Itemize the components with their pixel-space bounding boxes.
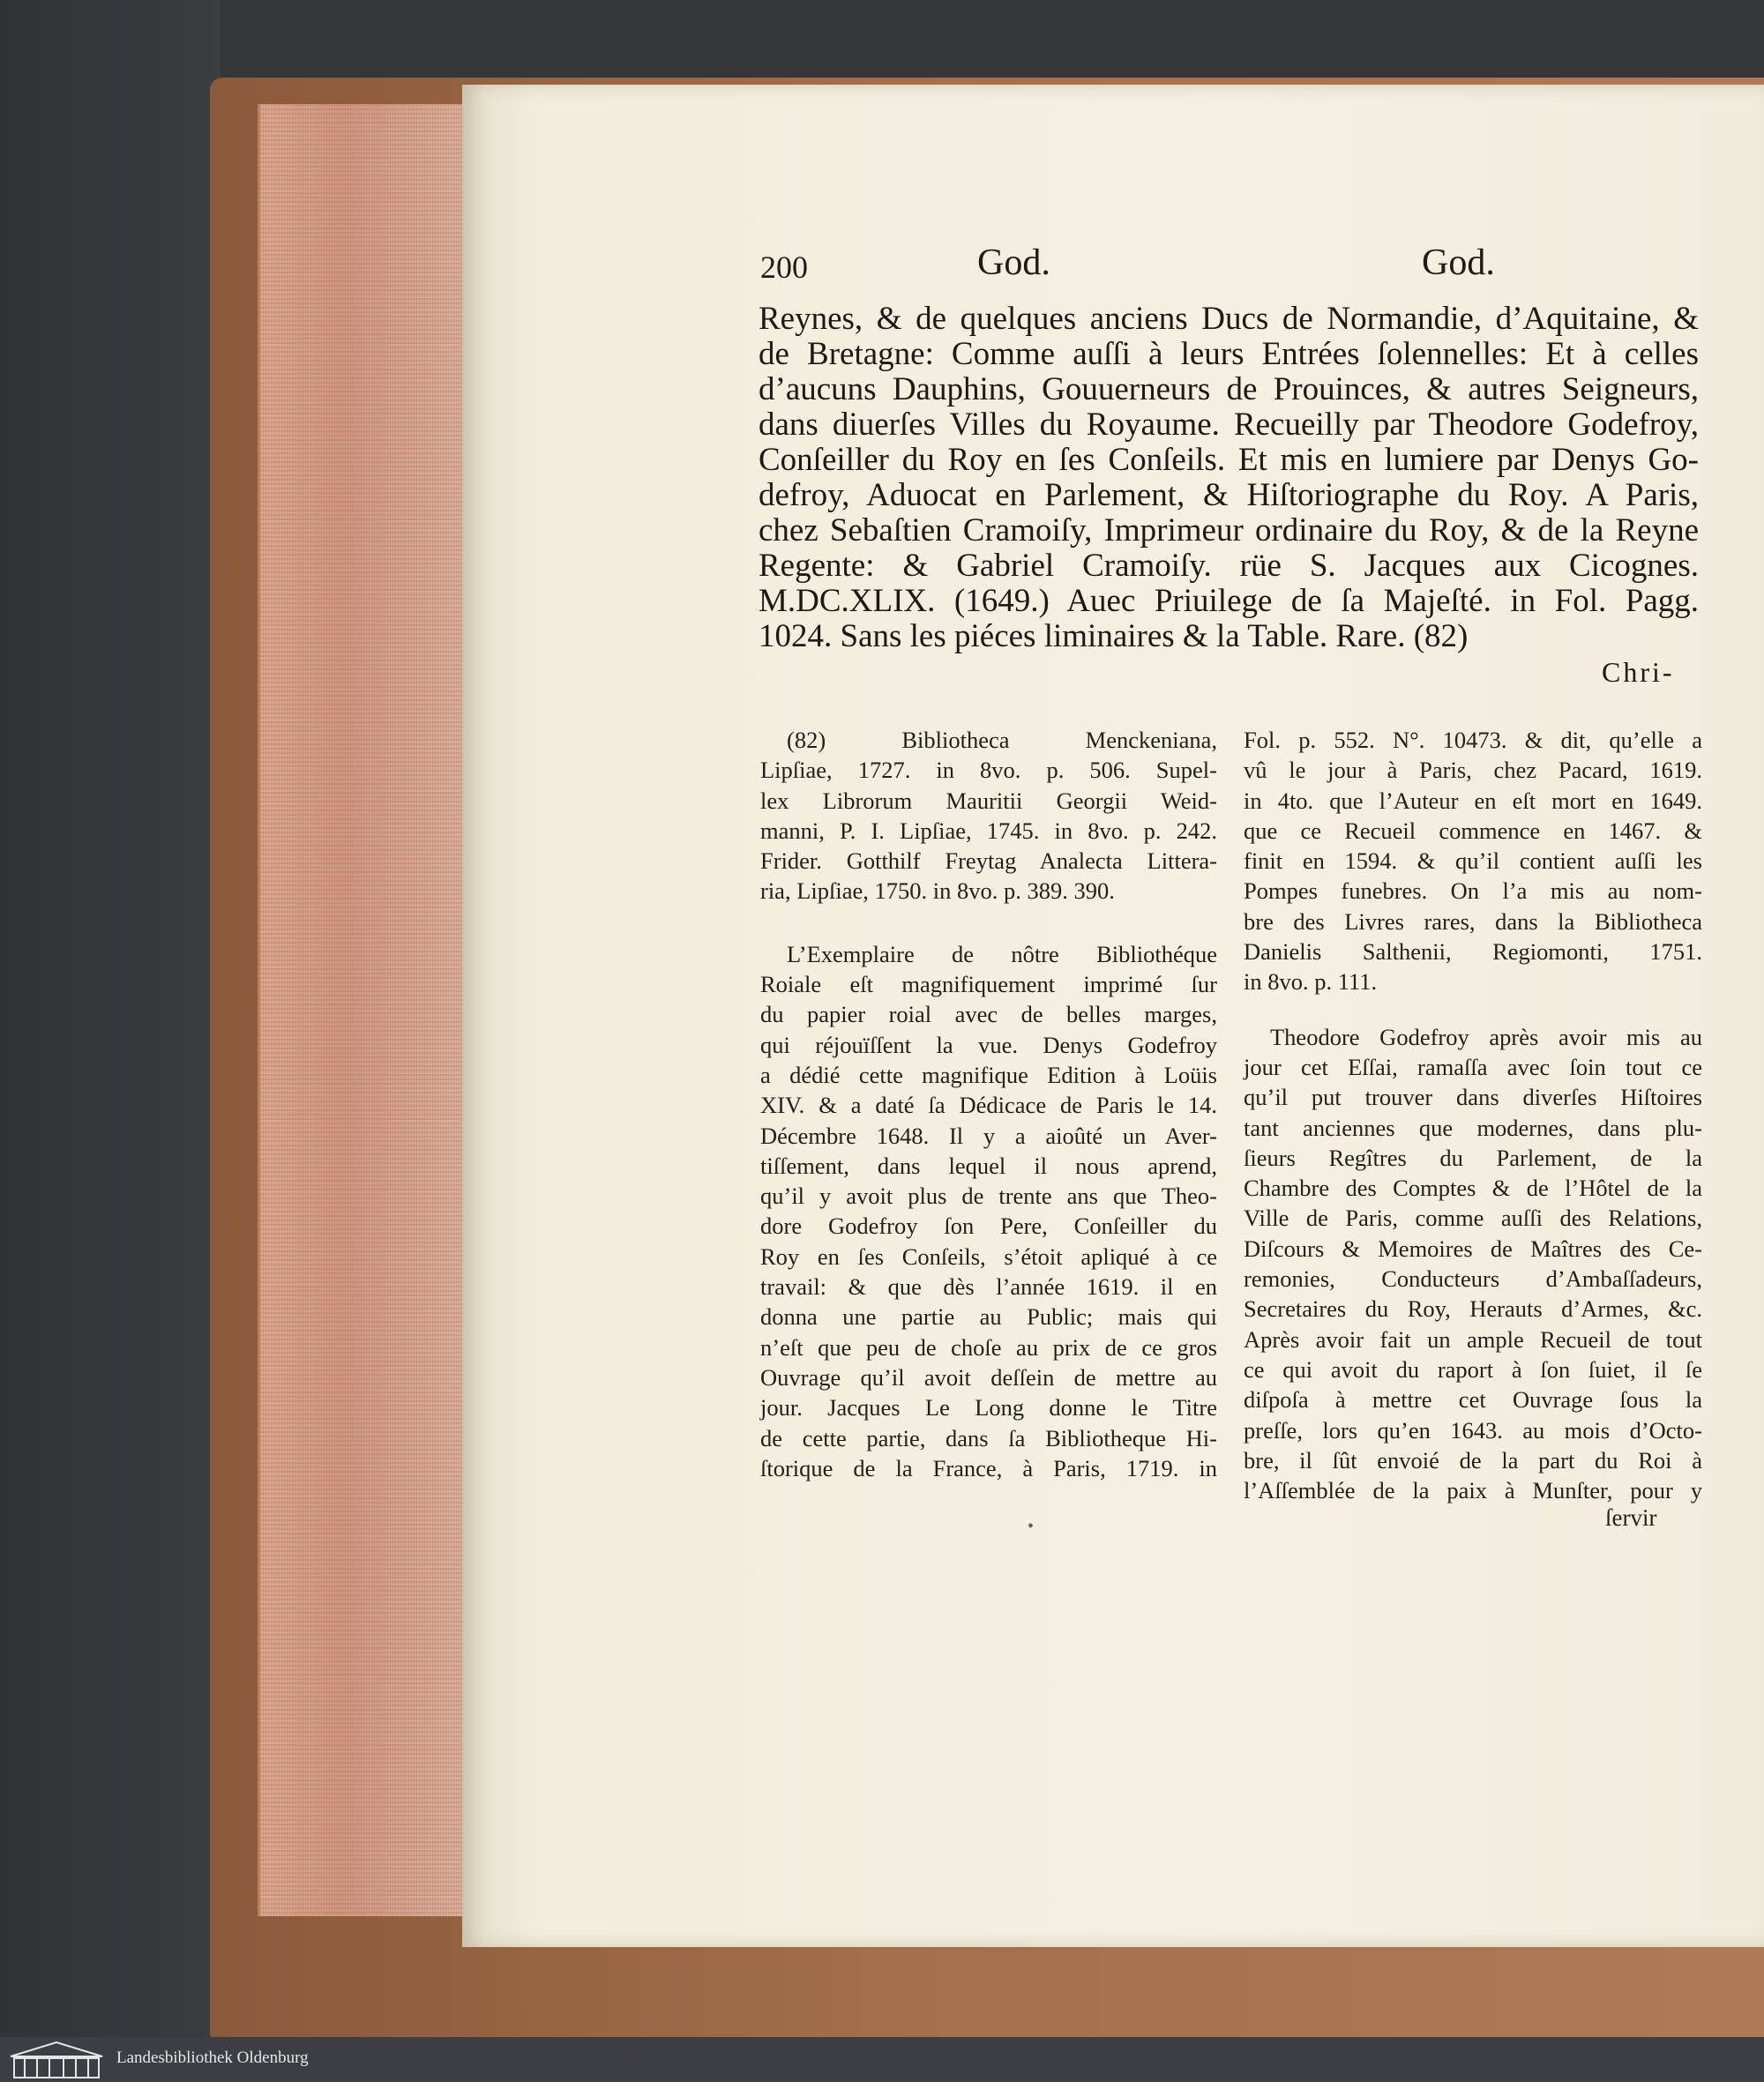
footnote-line: lex Librorum Mauritii Georgii Weid-	[760, 787, 1217, 814]
body-line: n’eſt que peu de choſe au prix de ce gros	[760, 1333, 1217, 1361]
body-line: Pompes funebres. On l’a mis au nom-	[1244, 877, 1702, 905]
main-entry	[759, 302, 1699, 654]
right-column	[1244, 725, 1702, 1505]
body-line: ce qui avoit du raport à ſon ſuiet, il ſe	[1244, 1355, 1702, 1383]
body-line: XIV. & a daté ſa Dédicace de Paris le 14.	[760, 1092, 1217, 1119]
body-line: Ouvrage qu’il avoit deſſein de mettre au	[760, 1363, 1217, 1391]
footnote-line: (82) Bibliotheca Menckeniana,	[787, 727, 1217, 753]
body-line: bre, il ſût envoié de la part du Roi à	[1244, 1446, 1702, 1474]
body-line: Diſcours & Memoires de Maîtres des Ce-	[1244, 1235, 1702, 1262]
body-line: du papier roial avec de belles marges,	[760, 1001, 1217, 1028]
body-line: Danielis Salthenii, Regiomonti, 1751.	[1244, 938, 1702, 966]
body-line: vû le jour à Paris, chez Pacard, 1619.	[1244, 757, 1702, 784]
body-line: jour cet Eſſai, ramaſſa avec ſoin tout ce	[1244, 1053, 1702, 1080]
page-number: 200	[760, 250, 808, 285]
printer-dot: •	[1028, 1517, 1035, 1536]
main-entry-line: Reynes, & de quelques anciens Ducs de Normandie, d’Aquitaine, &	[759, 301, 1699, 337]
running-head-right: God.	[1422, 243, 1495, 283]
body-line: qu’il y avoit plus de trente ans que Theo-	[760, 1183, 1217, 1210]
footnote-line: Lipſiae, 1727. in 8vo. p. 506. Supel-	[760, 757, 1217, 784]
library-building-icon[interactable]	[7, 2039, 106, 2081]
catchword-column: ſervir	[1605, 1504, 1657, 1531]
body-line: remonies, Conducteurs d’Ambaſſadeurs,	[1244, 1265, 1702, 1293]
page-edges	[258, 104, 465, 1916]
main-entry-line: de Bretagne: Comme auſſi à leurs Entrées ſolennelles: Et à celles	[759, 336, 1699, 372]
running-head-left: God.	[977, 243, 1050, 283]
body-line: Fol. p. 552. N°. 10473. & dit, qu’elle a	[1244, 727, 1702, 753]
body-line: in 8vo. p. 111.	[1244, 968, 1378, 996]
main-entry-line: 1024. Sans les piéces liminaires & la Table. Rare. (82)	[759, 618, 1469, 654]
main-entry-line: Conſeiller du Roy en ſes Conſeils. Et mis en lumiere par Denys Go-	[759, 442, 1699, 478]
body-line: jour. Jacques Le Long donne le Titre	[760, 1394, 1217, 1422]
main-entry-line: defroy, Aduocat en Parlement, & Hiſtoriographe du Roy. A Paris,	[759, 477, 1699, 513]
body-line: Chambre des Comptes & de l’Hôtel de la	[1244, 1175, 1702, 1202]
scanner-background	[0, 0, 220, 2037]
page-header	[760, 238, 1695, 300]
main-entry-line: Regente: & Gabriel Cramoiſy. rüe S. Jacques aux Cicognes.	[759, 548, 1699, 584]
main-entry-line: M.DC.XLIX. (1649.) Auec Priuilege de ſa Majeſté. in Fol. Pagg.	[759, 583, 1699, 619]
body-line: Roy en ſes Conſeils, s’étoit apliqué à ce	[760, 1242, 1217, 1270]
body-line: a dédié cette magnifique Edition à Loüis	[760, 1061, 1217, 1088]
body-line: in 4to. que l’Auteur en eſt mort en 1649.	[1244, 787, 1702, 814]
body-line: qu’il put trouver dans diverſes Hiſtoires	[1244, 1084, 1702, 1111]
body-line: Décembre 1648. Il y a aioûté un Aver-	[760, 1122, 1217, 1149]
footnote-line: ria, Lipſiae, 1750. in 8vo. p. 389. 390.	[760, 877, 1115, 905]
left-column	[760, 725, 1217, 1483]
main-entry-line: chez Sebaſtien Cramoiſy, Imprimeur ordinaire du Roy, & de la Reyne	[759, 512, 1699, 548]
body-line: L’Exemplaire de nôtre Bibliothéque	[787, 940, 1217, 967]
library-name[interactable]: Landesbibliothek Oldenburg	[116, 2048, 309, 2067]
body-line: Roiale eſt magnifiquement imprimé ſur	[760, 971, 1217, 998]
body-line: tiſſement, dans lequel il nous aprend,	[760, 1152, 1217, 1179]
body-line: bre des Livres rares, dans la Bibliotheca	[1244, 907, 1702, 935]
body-line: tant anciennes que modernes, dans plu-	[1244, 1114, 1702, 1141]
body-line: ſtorique de la France, à Paris, 1719. in	[760, 1454, 1217, 1481]
body-line: preſſe, lors qu’en 1643. au mois d’Octo-	[1244, 1416, 1702, 1444]
body-line: Theodore Godefroy après avoir mis au	[1270, 1023, 1702, 1050]
body-line: Ville de Paris, comme auſſi des Relations,	[1244, 1205, 1702, 1232]
body-line: finit en 1594. & qu’il contient auſſi les	[1244, 847, 1702, 875]
body-line: Après avoir fait un ample Recueil de tout	[1244, 1325, 1702, 1353]
catchword-main: Chri-	[1602, 656, 1675, 688]
body-line: l’Aſſemblée de la paix à Munſter, pour y	[1244, 1477, 1702, 1504]
body-line: que ce Recueil commence en 1467. &	[1244, 817, 1702, 844]
body-line: dore Godefroy ſon Pere, Conſeiller du	[760, 1213, 1217, 1240]
body-line: Secretaires du Roy, Herauts d’Armes, &c.	[1244, 1295, 1702, 1323]
body-line: de cette partie, dans ſa Bibliotheque Hi-	[760, 1424, 1217, 1451]
body-line: qui réjouïſſent la vue. Denys Godefroy	[760, 1031, 1217, 1058]
body-line: donna une partie au Public; mais qui	[760, 1303, 1217, 1331]
main-entry-line: d’aucuns Dauphins, Gouuerneurs de Prouinces, & autres Seigneurs,	[759, 371, 1699, 407]
body-line: travail: & que dès l’année 1619. il en	[760, 1273, 1217, 1301]
footnote-line: manni, P. I. Lipſiae, 1745. in 8vo. p. 242.	[760, 817, 1217, 844]
body-line: diſpoſa à mettre cet Ouvrage ſous la	[1244, 1386, 1702, 1414]
main-entry-line: dans diuerſes Villes du Royaume. Recueilly par Theodore Godefroy,	[759, 407, 1699, 443]
footnote-line: Frider. Gotthilf Freytag Analecta Littera-	[760, 847, 1217, 875]
body-line: ſieurs Regîtres du Parlement, de la	[1244, 1144, 1702, 1171]
